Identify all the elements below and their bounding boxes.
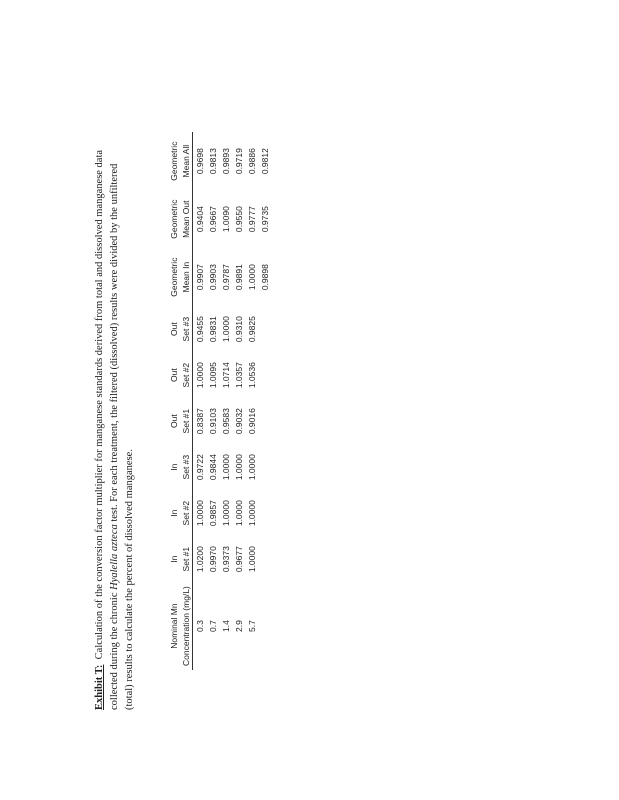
table-cell: 1.0200 [194,546,205,573]
caption-text-2a: collected during the chronic [109,589,120,710]
table-cell: 0.9455 [194,316,205,343]
table-cell: 0.9667 [207,206,218,233]
header-row-1 [168,132,180,670]
table-cell: 0.8387 [194,408,205,435]
table-cell: 1.0000 [220,500,231,527]
table-cell: 0.9903 [207,264,218,291]
caption-line-1 [92,110,107,710]
table-cell: 0.9032 [233,408,244,435]
table-cell: 0.9310 [233,316,244,343]
header-cell: In [169,463,179,471]
caption-text-1: Calculation of the conversion factor multiplier for manganese standards derived from total and dissolved manganese data [94,149,105,660]
table-cell: 0.9813 [207,148,218,175]
table-cell: 1.0000 [220,454,231,481]
header-cell: Set #1 [180,398,193,444]
table-cell: 0.9777 [246,206,257,233]
header-cell: Nominal Mn [169,603,179,649]
table-cell [258,352,271,398]
table-cell: 0.9735 [259,206,270,233]
table-row [193,132,207,670]
table-cell: 1.0000 [233,500,244,527]
table-row [245,132,258,670]
table-cell: 1.0000 [194,362,205,389]
table-cell: 1.0090 [220,206,231,233]
table-cell: 0.9825 [246,316,257,343]
table-cell: 0.9857 [207,500,218,527]
table-cell: 0.9677 [233,546,244,573]
caption-text-2b: test. For each treatment, the filtered (dissolved) results were divided by the unfiltered [109,163,120,525]
table-cell: 0.9893 [220,148,231,175]
header-row-2 [180,132,193,670]
table-cell: 0.9898 [259,264,270,291]
table-cell: 1.0357 [233,362,244,389]
table-cell: 0.9722 [194,454,205,481]
exhibit-label: Exhibit T: [94,664,105,710]
table-cell: 0.9373 [220,546,231,573]
conversion-factor-table [168,132,271,670]
table-cell: 1.0000 [194,500,205,527]
table-cell: 1.0000 [246,546,257,573]
table-cell: 5.7 [246,620,257,632]
header-cell: Set #2 [180,490,193,536]
header-cell: Mean Out [180,190,193,248]
header-cell: Mean All [180,132,193,190]
rotated-page-content [80,100,600,720]
table-cell [258,582,271,670]
exhibit-caption [92,110,137,710]
header-cell: Set #3 [180,306,193,352]
table-cell: 2.9 [233,620,244,632]
header-cell: Mean In [180,248,193,306]
header-cell: Set #3 [180,444,193,490]
table-cell: 0.9583 [220,408,231,435]
table-cell: 1.0000 [220,316,231,343]
header-cell: Out [169,322,179,337]
table-cell: 1.4 [220,620,231,632]
table-cell: 0.9831 [207,316,218,343]
table-cell: 0.9970 [207,546,218,573]
summary-row [258,132,271,670]
table-cell: 0.9404 [194,206,205,233]
table-cell: 1.0714 [220,362,231,389]
table-cell: 0.3 [194,620,205,632]
table-cell: 0.9719 [233,148,244,175]
header-cell: Geometric [169,199,179,239]
header-cell: Out [169,368,179,383]
table-cell: 0.9103 [207,408,218,435]
species-name: Hyalella azteca [109,524,120,590]
table-cell: 0.9787 [220,264,231,291]
header-cell: Geometric [169,257,179,297]
table-cell: 0.9812 [259,148,270,175]
table-cell: 0.7 [207,620,218,632]
header-cell: In [169,509,179,517]
table-cell: 0.9698 [194,148,205,175]
table-cell [258,444,271,490]
header-cell: Set #2 [180,352,193,398]
table-cell: 0.9550 [233,206,244,233]
caption-line-2 [107,110,122,710]
header-cell: Out [169,414,179,429]
table-cell: 1.0000 [246,264,257,291]
table-cell: 1.0000 [246,500,257,527]
table-cell: 0.9907 [194,264,205,291]
table-cell: 1.0095 [207,362,218,389]
table-row [206,132,219,670]
caption-line-3: (total) results to calculate the percent of dissolved manganese. [124,449,135,710]
table-cell: 0.9844 [207,454,218,481]
table-row [232,132,245,670]
header-cell: In [169,555,179,563]
table-cell: 1.0536 [246,362,257,389]
header-cell: Set #1 [180,536,193,582]
header-cell: Concentration (mg/L) [180,582,193,670]
table-cell: 0.9886 [246,148,257,175]
table-cell [258,306,271,352]
table-row [219,132,232,670]
header-cell: Geometric [169,141,179,181]
table-cell [258,490,271,536]
table-cell [258,536,271,582]
table-cell [258,398,271,444]
table-cell: 1.0000 [233,454,244,481]
table-cell: 1.0000 [246,454,257,481]
table-cell: 0.9016 [246,408,257,435]
table-cell: 0.9891 [233,264,244,291]
